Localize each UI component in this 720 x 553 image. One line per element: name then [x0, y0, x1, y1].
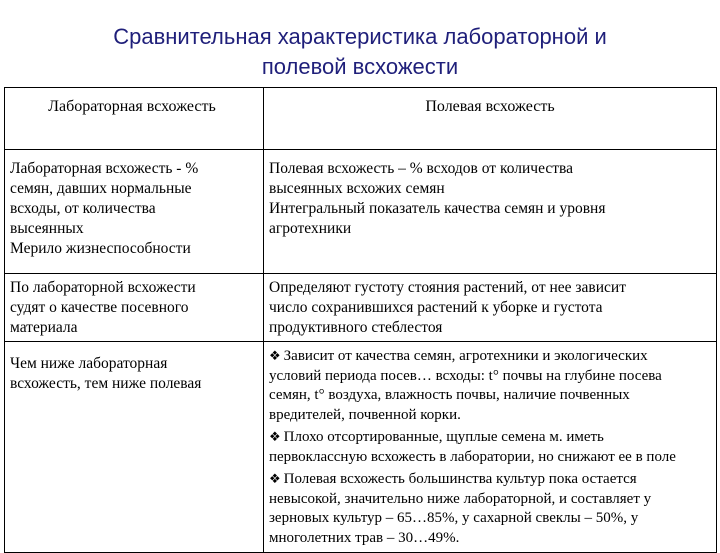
header-field-germination: Полевая всхожесть: [264, 88, 717, 150]
diamond-bullet-icon: ❖: [269, 471, 281, 486]
cell-lab-definition: Лабораторная всхожесть - % семян, давших нормальные всходы, от количества высеянных Мерило жизнеспособности: [5, 150, 264, 274]
table-row: [5, 150, 717, 274]
bullet-item: ❖ Полевая всхожесть большинства культур пока остается невысокой, значительно ниже лабораторной, и составляет у зерновых культур – 65…85%, у сахарной свеклы – 50%, у многолетних трав – 30…49%.: [269, 471, 652, 546]
comparison-table: [4, 87, 717, 553]
table-header-row: [5, 88, 717, 150]
bullet-item: ❖ Плохо отсортированные, щуплые семена м. иметь первоклассную всхожесть в лаборатории, но снижают ее в поле: [269, 429, 676, 465]
cell-lab-quality: По лабораторной всхожести судят о качестве посевного материала: [5, 274, 264, 342]
cell-field-definition: Полевая всхожесть – % всходов от количества высеянных всхожих семян Интегральный показатель качества семян и уровня агротехники: [264, 150, 717, 274]
title-line-2: полевой всхожести: [261, 54, 459, 79]
cell-field-factors: [264, 342, 717, 553]
cell-lab-relation: Чем ниже лабораторная всхожесть, тем ниже полевая: [5, 342, 264, 553]
bullet-item: ❖ Зависит от качества семян, агротехники и экологических условий периода посев… всходы: t° почвы на глубине посева семян, t° воздуха, влажность почвы, наличие почвенных вредителей, почвенной корки.: [269, 348, 662, 423]
cell-field-density: Определяют густоту стояния растений, от нее зависит число сохранившихся растений к уборке и густота продуктивного стеблестоя: [264, 274, 717, 342]
page-title: [20, 22, 700, 82]
header-lab-germination: Лабораторная всхожесть: [5, 88, 264, 150]
table-row: [5, 342, 717, 553]
title-line-1: Сравнительная характеристика лабораторной и: [113, 24, 607, 49]
diamond-bullet-icon: ❖: [269, 348, 281, 363]
table-row: [5, 274, 717, 342]
diamond-bullet-icon: ❖: [269, 429, 281, 444]
